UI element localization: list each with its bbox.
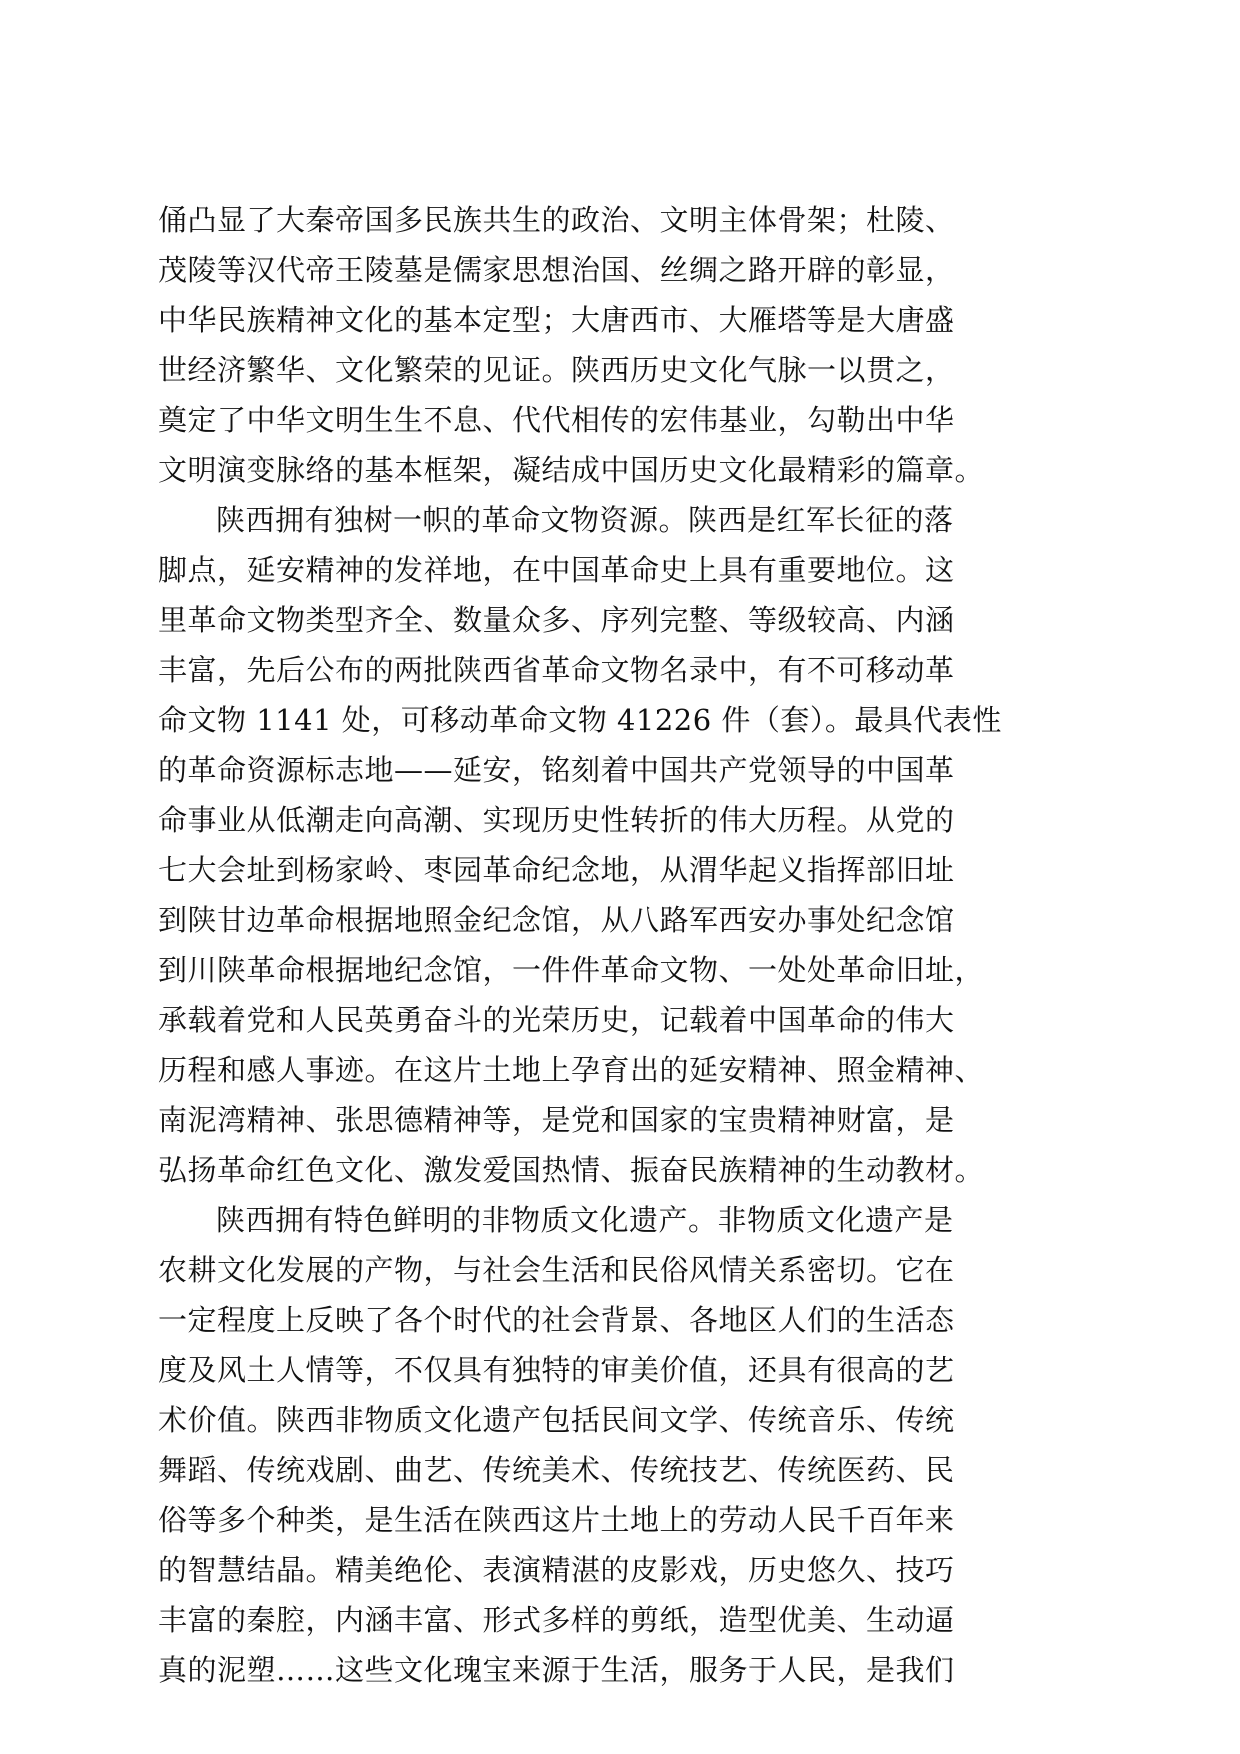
text-line: 历程和感人事迹。在这片土地上孕育出的延安精神、照金精神、 [158,1053,985,1087]
text-line: 丰富的秦腔，内涵丰富、形式多样的剪纸，造型优美、生动逼 [158,1603,955,1637]
text-line: 命文物 1141 处，可移动革命文物 41226 件（套）。最具代表性 [158,703,1002,737]
text-line: 脚点，延安精神的发祥地，在中国革命史上具有重要地位。这 [158,553,955,587]
text-line: 文明演变脉络的基本框架，凝结成中国历史文化最精彩的篇章。 [158,453,985,487]
text-line: 弘扬革命红色文化、激发爱国热情、振奋民族精神的生动教材。 [158,1153,985,1187]
text-line: 到川陕革命根据地纪念馆，一件件革命文物、一处处革命旧址， [158,953,985,987]
text-line: 真的泥塑……这些文化瑰宝来源于生活，服务于人民，是我们 [158,1653,955,1687]
text-line: 一定程度上反映了各个时代的社会背景、各地区人们的生活态 [158,1303,955,1337]
text-line: 奠定了中华文明生生不息、代代相传的宏伟基业，勾勒出中华 [158,403,955,437]
text-line: 的革命资源标志地——延安，铭刻着中国共产党领导的中国革 [158,753,955,787]
text-line: 俑凸显了大秦帝国多民族共生的政治、文明主体骨架；杜陵、 [158,203,955,237]
text-line: 命事业从低潮走向高潮、实现历史性转折的伟大历程。从党的 [158,803,955,837]
text-line: 七大会址到杨家岭、枣园革命纪念地，从渭华起义指挥部旧址 [158,853,955,887]
paragraph-first-line: 陕西拥有特色鲜明的非物质文化遗产。非物质文化遗产是 [216,1203,954,1237]
text-line: 术价值。陕西非物质文化遗产包括民间文学、传统音乐、传统 [158,1403,955,1437]
text-line: 俗等多个种类，是生活在陕西这片土地上的劳动人民千百年来 [158,1503,955,1537]
text-line: 舞蹈、传统戏剧、曲艺、传统美术、传统技艺、传统医药、民 [158,1453,955,1487]
text-line: 丰富，先后公布的两批陕西省革命文物名录中，有不可移动革 [158,653,955,687]
text-line: 承载着党和人民英勇奋斗的光荣历史，记载着中国革命的伟大 [158,1003,955,1037]
text-line: 南泥湾精神、张思德精神等，是党和国家的宝贵精神财富，是 [158,1103,955,1137]
text-line: 里革命文物类型齐全、数量众多、序列完整、等级较高、内涵 [158,603,955,637]
text-line: 度及风土人情等，不仅具有独特的审美价值，还具有很高的艺 [158,1353,955,1387]
paragraph-first-line: 陕西拥有独树一帜的革命文物资源。陕西是红军长征的落 [216,503,954,537]
text-line: 到陕甘边革命根据地照金纪念馆，从八路军西安办事处纪念馆 [158,903,955,937]
text-line: 世经济繁华、文化繁荣的见证。陕西历史文化气脉一以贯之， [158,353,955,387]
text-line: 茂陵等汉代帝王陵墓是儒家思想治国、丝绸之路开辟的彰显， [158,253,955,287]
text-line: 中华民族精神文化的基本定型；大唐西市、大雁塔等是大唐盛 [158,303,955,337]
body-text [158,195,1098,1695]
text-line: 农耕文化发展的产物，与社会生活和民俗风情关系密切。它在 [158,1253,955,1287]
text-line: 的智慧结晶。精美绝伦、表演精湛的皮影戏，历史悠久、技巧 [158,1553,955,1587]
